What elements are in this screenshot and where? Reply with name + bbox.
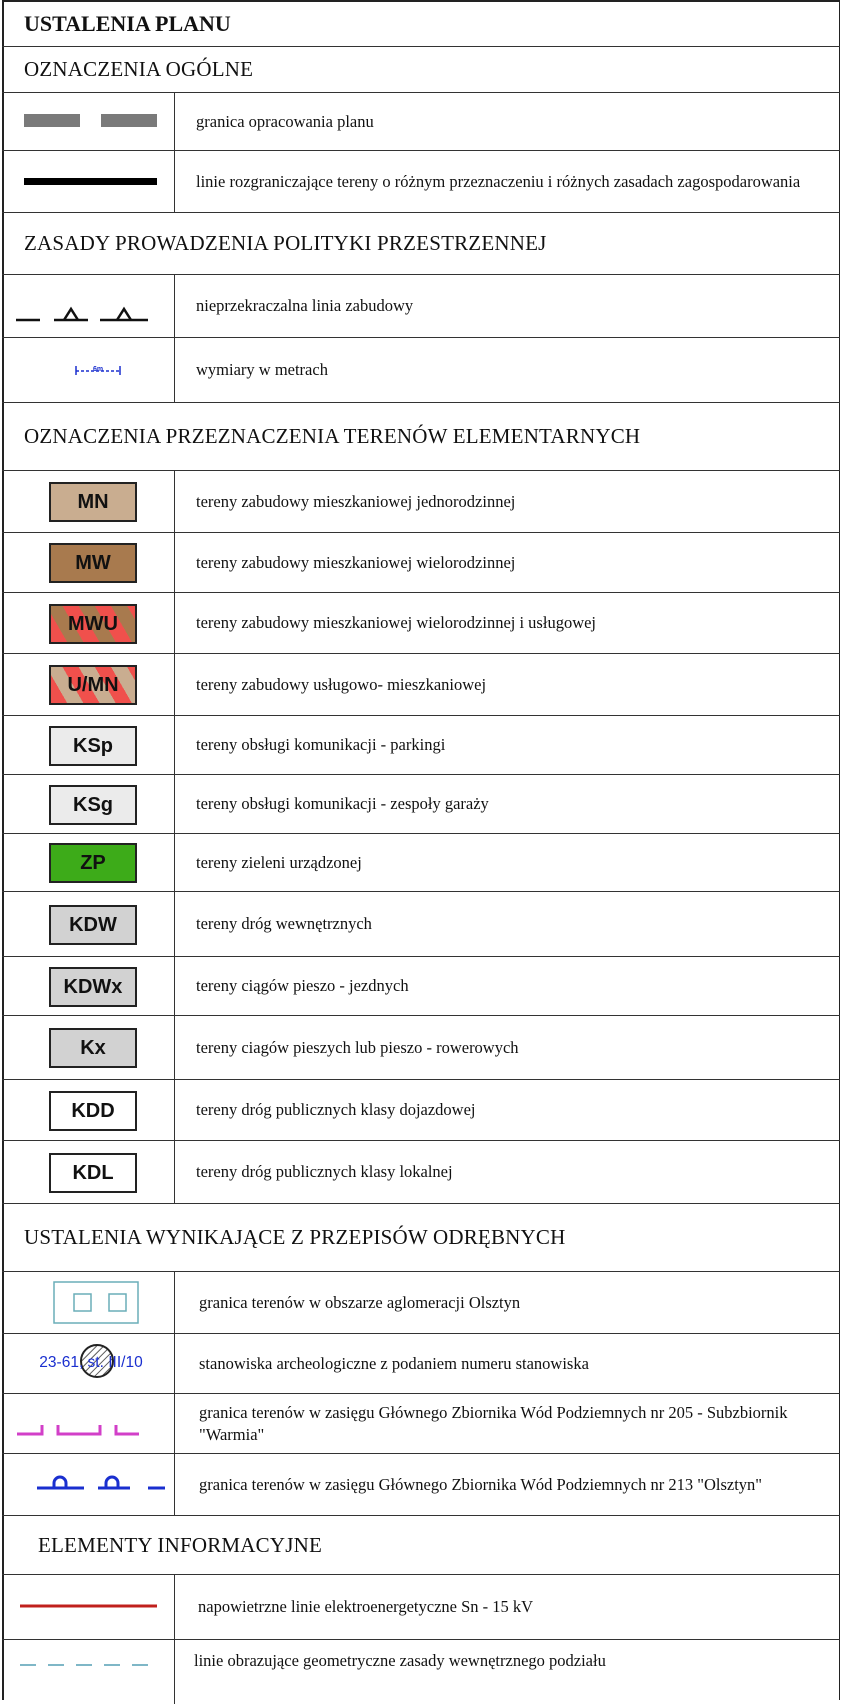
subdivision-dashed-line-icon bbox=[2, 1640, 174, 1705]
legend-symbol-cell bbox=[2, 892, 175, 956]
building-line-icon bbox=[2, 275, 174, 338]
section-regulations-heading: USTALENIA WYNIKAJĄCE Z PRZEPISÓW ODRĘBNYCH bbox=[24, 1225, 566, 1249]
legend-row bbox=[2, 1393, 840, 1453]
legend-row bbox=[2, 337, 840, 402]
legend-row bbox=[2, 1271, 840, 1333]
zone-code-badge: KSg bbox=[49, 785, 137, 825]
zone-description: tereny ciagów pieszych lub pieszo - rowerowych bbox=[196, 1037, 519, 1057]
legend-description: granica terenów w zasięgu Głównego Zbiornika Wód Podziemnych nr 205 - Subzbiornik "Warmia" bbox=[199, 1402, 788, 1444]
plan-boundary-dashed-line-icon bbox=[2, 93, 174, 151]
section-regulations bbox=[2, 1203, 840, 1271]
legend-symbol-cell bbox=[2, 1454, 175, 1515]
demarcation-solid-line-icon bbox=[2, 151, 174, 213]
zone-code-badge: KDL bbox=[49, 1153, 137, 1193]
zone-code-badge: MN bbox=[49, 482, 137, 522]
zone-description: tereny dróg wewnętrznych bbox=[196, 914, 372, 933]
legend-symbol-cell bbox=[2, 654, 175, 715]
legend-description: granica terenów w zasięgu Głównego Zbiornika Wód Podziemnych nr 213 "Olsztyn" bbox=[199, 1474, 763, 1494]
legend-symbol-cell bbox=[2, 775, 175, 833]
legend-symbol-cell bbox=[2, 957, 175, 1015]
zone-row bbox=[2, 891, 840, 956]
legend-symbol-cell bbox=[2, 93, 175, 150]
section-zones bbox=[2, 402, 840, 470]
legend-symbol-cell bbox=[2, 1080, 175, 1140]
legend-symbol-cell bbox=[2, 834, 175, 891]
legend-symbol-cell bbox=[2, 1016, 175, 1079]
zone-description: tereny zabudowy mieszkaniowej wielorodzinnej bbox=[196, 552, 516, 572]
zone-description: tereny dróg publicznych klasy lokalnej bbox=[196, 1162, 453, 1181]
groundwater-205-boundary-icon bbox=[2, 1394, 174, 1454]
legend-symbol-cell bbox=[2, 1334, 175, 1393]
zone-description: tereny obsługi komunikacji - zespoły garaży bbox=[196, 794, 489, 813]
legend-description: nieprzekraczalna linia zabudowy bbox=[196, 296, 414, 315]
legend-description: wymiary w metrach bbox=[196, 360, 328, 379]
legend-description: granica terenów w obszarze aglomeracji Olsztyn bbox=[199, 1292, 521, 1312]
legend-symbol-cell bbox=[2, 471, 175, 532]
legend-symbol-cell bbox=[2, 533, 175, 592]
dimension-label: 6m bbox=[92, 366, 104, 373]
dimension-icon bbox=[2, 338, 174, 403]
legend-symbol-cell bbox=[2, 1272, 175, 1333]
section-general-heading: OZNACZENIA OGÓLNE bbox=[24, 57, 254, 81]
legend-title-row bbox=[2, 0, 840, 46]
archaeological-site-label: 23-61, st. III/10 bbox=[39, 1354, 143, 1371]
zone-description: tereny zabudowy mieszkaniowej jednorodzinnej bbox=[196, 491, 516, 511]
groundwater-213-boundary-icon bbox=[2, 1454, 174, 1516]
legend-title: USTALENIA PLANU bbox=[24, 11, 231, 36]
legend-row bbox=[2, 1574, 840, 1639]
legend-row bbox=[2, 92, 840, 150]
zone-row bbox=[2, 470, 840, 532]
zone-row bbox=[2, 1079, 840, 1140]
zone-row bbox=[2, 1015, 840, 1079]
zone-row bbox=[2, 956, 840, 1015]
zone-row bbox=[2, 532, 840, 592]
legend-symbol-cell bbox=[2, 151, 175, 212]
zone-description: tereny zieleni urządzonej bbox=[196, 852, 362, 872]
legend-description: napowietrzne linie elektroenergetyczne Sn - 15 kV bbox=[198, 1597, 534, 1616]
section-info-heading: ELEMENTY INFORMACYJNE bbox=[38, 1532, 322, 1557]
power-line-icon bbox=[2, 1575, 174, 1640]
zone-code-badge: U/MN bbox=[49, 665, 137, 705]
legend-description: granica opracowania planu bbox=[196, 111, 374, 131]
legend-symbol-cell bbox=[2, 338, 175, 402]
zone-row bbox=[2, 592, 840, 653]
zone-code-badge: KDW bbox=[49, 905, 137, 945]
legend-symbol-cell bbox=[2, 593, 175, 653]
archaeological-site-icon bbox=[2, 1334, 174, 1394]
legend-symbol-cell bbox=[2, 716, 175, 774]
legend-description: linie rozgraniczające tereny o różnym przeznaczeniu i różnych zasadach zagospodarowania bbox=[196, 171, 801, 191]
zone-description: tereny dróg publicznych klasy dojazdowej bbox=[196, 1100, 476, 1119]
zone-code-badge: Kx bbox=[49, 1028, 137, 1068]
section-policy bbox=[2, 212, 840, 274]
legend-symbol-cell bbox=[2, 1575, 175, 1639]
legend-symbol-cell bbox=[2, 275, 175, 337]
legend-row bbox=[2, 1453, 840, 1515]
legend-row bbox=[2, 274, 840, 337]
legend-symbol-cell bbox=[2, 1640, 175, 1704]
zone-code-badge: MWU bbox=[49, 604, 137, 644]
section-policy-heading: ZASADY PROWADZENIA POLITYKI PRZESTRZENNEJ bbox=[24, 231, 547, 255]
zone-code-badge: KDWx bbox=[49, 967, 137, 1007]
legend-description: linie obrazujące geometryczne zasady wewnętrznego podziału bbox=[194, 1651, 606, 1670]
zone-description: tereny ciągów pieszo - jezdnych bbox=[196, 976, 409, 995]
zone-description: tereny zabudowy usługowo- mieszkaniowej bbox=[196, 674, 487, 694]
section-zones-heading: OZNACZENIA PRZEZNACZENIA TERENÓW ELEMENTARNYCH bbox=[24, 424, 641, 448]
zone-row bbox=[2, 653, 840, 715]
section-general bbox=[2, 46, 840, 92]
agglomeration-boundary-icon bbox=[2, 1272, 174, 1334]
legend-symbol-cell bbox=[2, 1394, 175, 1453]
zone-row bbox=[2, 715, 840, 774]
zone-row bbox=[2, 1140, 840, 1203]
zone-code-badge: ZP bbox=[49, 843, 137, 883]
zone-description: tereny obsługi komunikacji - parkingi bbox=[196, 735, 446, 754]
zone-row bbox=[2, 774, 840, 833]
legend-description: stanowiska archeologiczne z podaniem numeru stanowiska bbox=[199, 1353, 589, 1373]
zone-code-badge: KDD bbox=[49, 1091, 137, 1131]
section-info bbox=[2, 1515, 840, 1574]
legend-row bbox=[2, 1333, 840, 1393]
legend-row bbox=[2, 1639, 840, 1704]
zone-code-badge: KSp bbox=[49, 726, 137, 766]
zone-row bbox=[2, 833, 840, 891]
zone-description: tereny zabudowy mieszkaniowej wielorodzinnej i usługowej bbox=[196, 613, 597, 632]
legend-symbol-cell bbox=[2, 1141, 175, 1203]
zone-code-badge: MW bbox=[49, 543, 137, 583]
legend-row bbox=[2, 150, 840, 212]
